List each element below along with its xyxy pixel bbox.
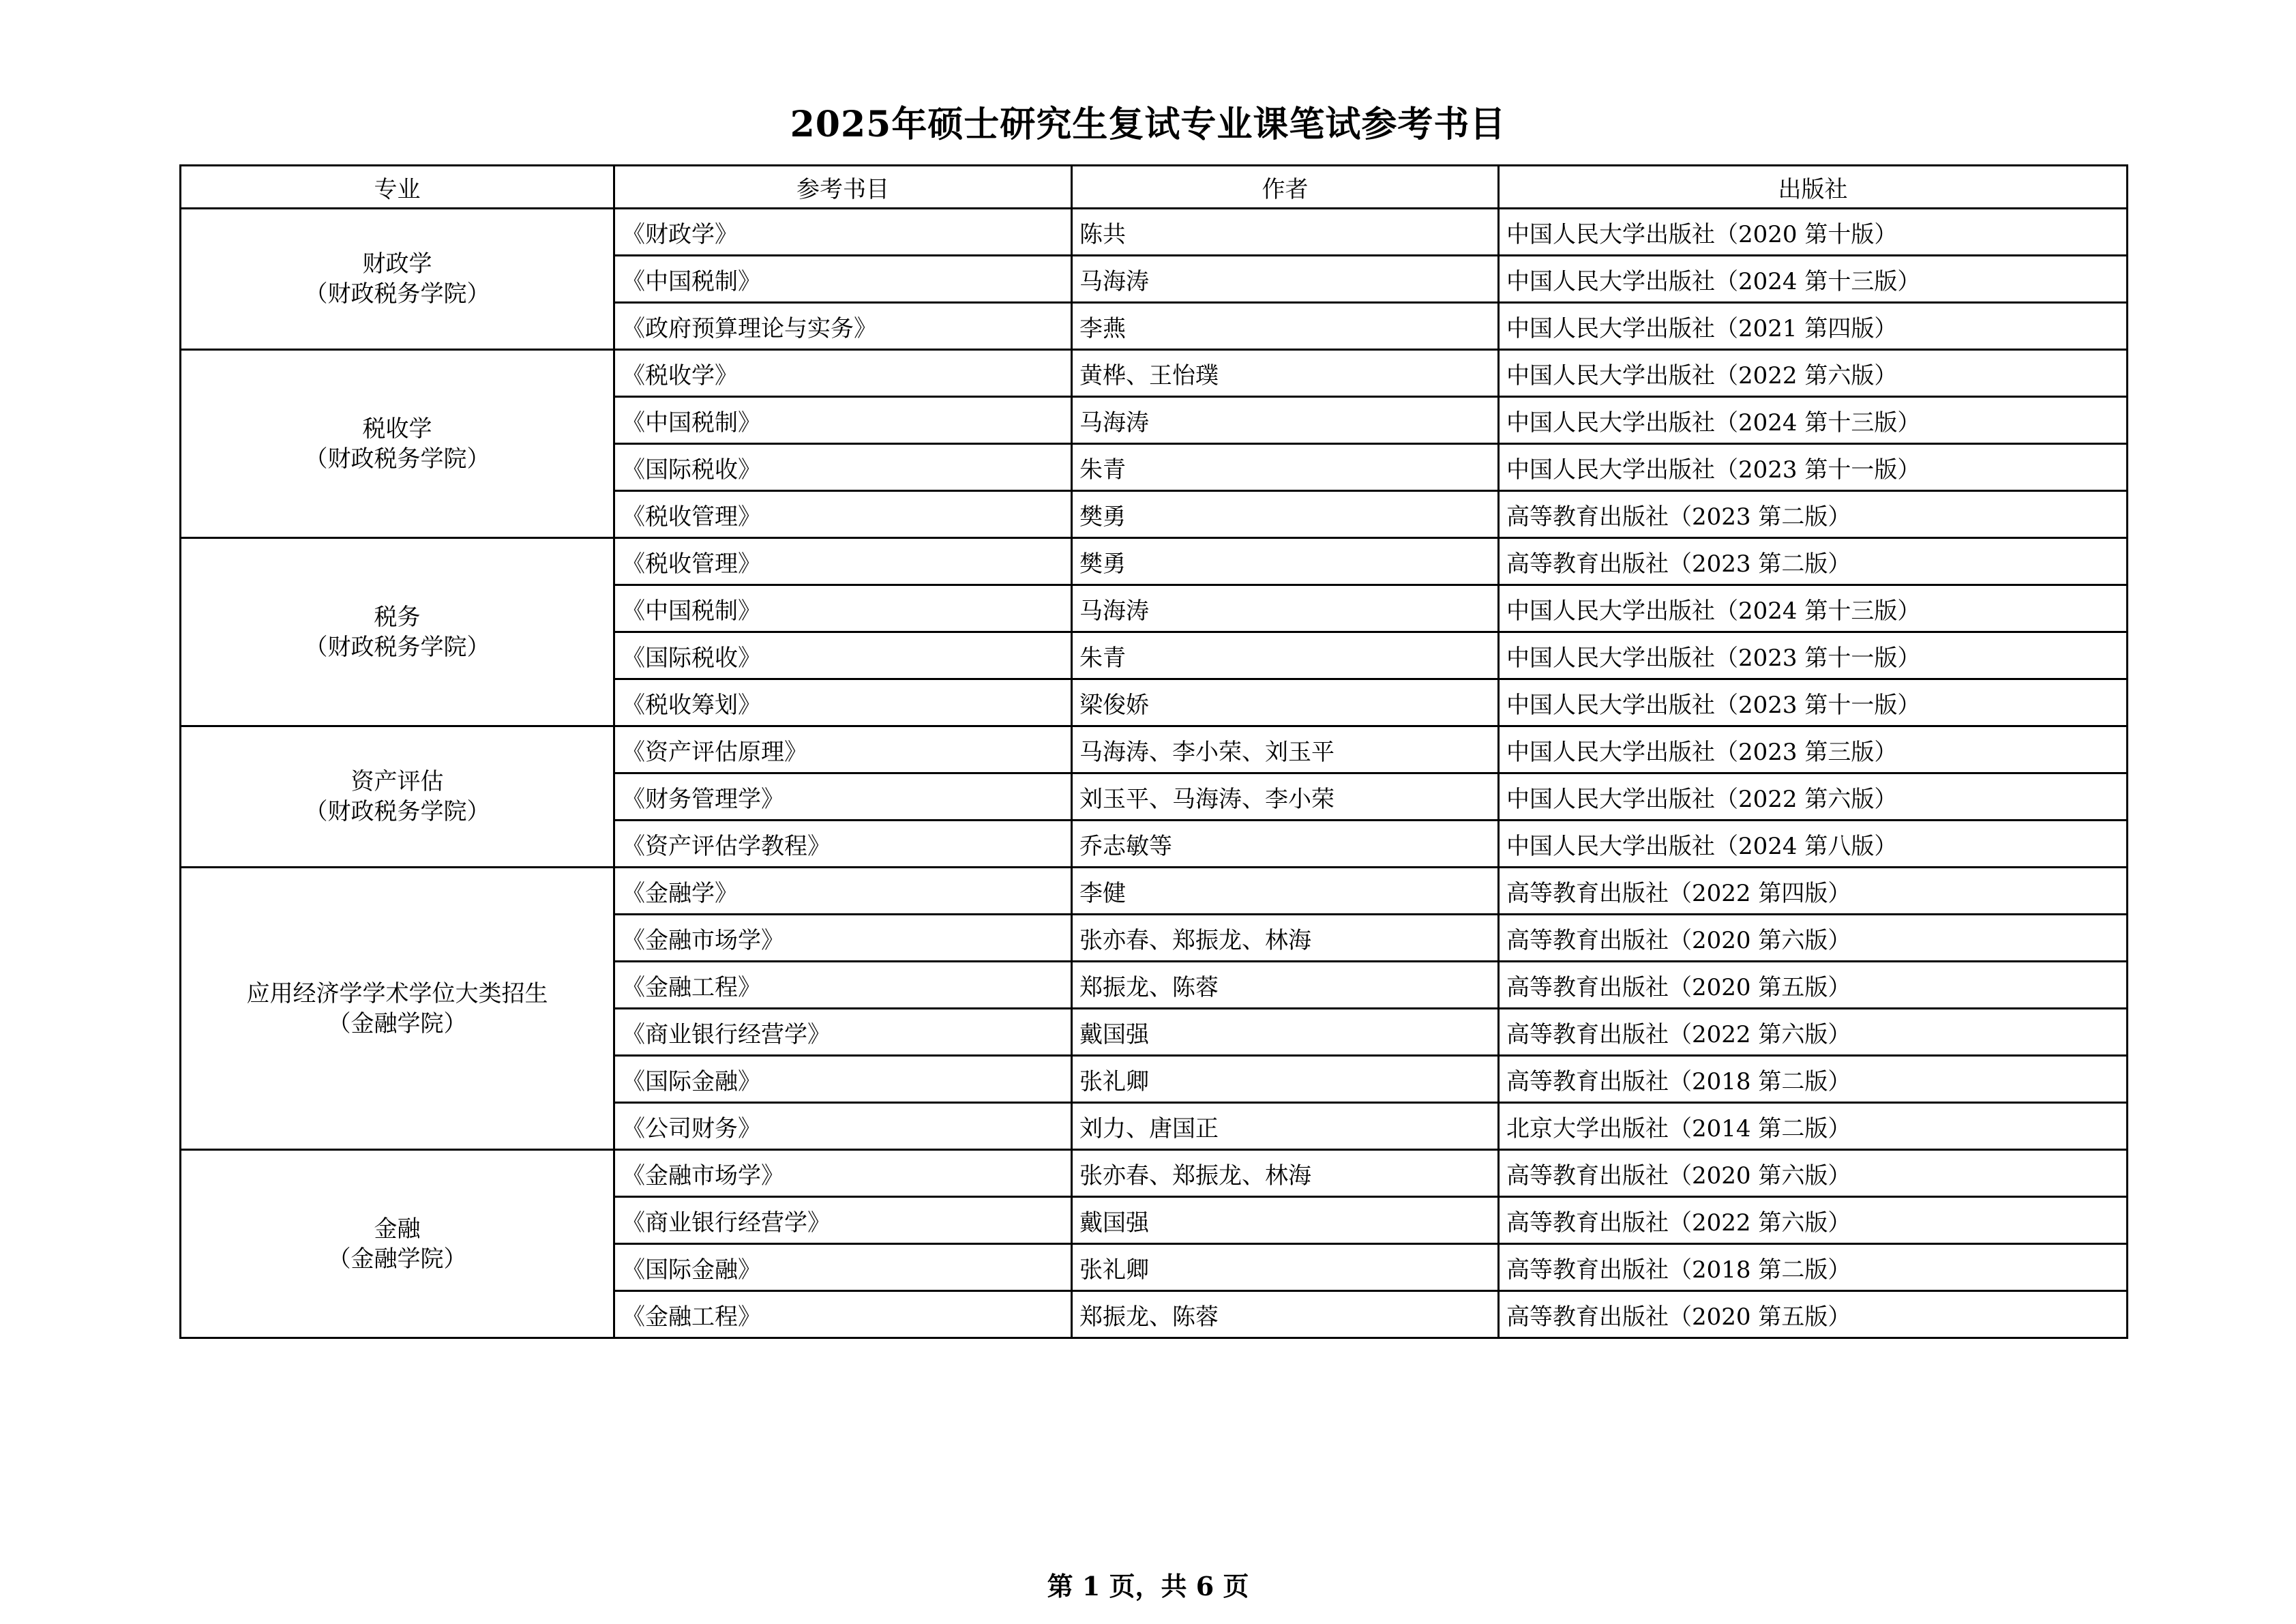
book-title-cell: 《税收筹划》 — [614, 679, 1072, 726]
header-publisher: 出版社 — [1499, 166, 2128, 209]
author-cell: 李燕 — [1072, 303, 1499, 350]
publisher-cell: 中国人民大学出版社（2023 第三版） — [1499, 726, 2128, 773]
author-cell: 马海涛 — [1072, 256, 1499, 303]
author-cell: 乔志敏等 — [1072, 821, 1499, 868]
table-row — [181, 350, 2128, 397]
author-cell: 郑振龙、陈蓉 — [1072, 1291, 1499, 1338]
publisher-cell: 中国人民大学出版社（2023 第十一版） — [1499, 444, 2128, 491]
author-cell: 张亦春、郑振龙、林海 — [1072, 1150, 1499, 1197]
book-title-cell: 《中国税制》 — [614, 585, 1072, 632]
publisher-cell: 中国人民大学出版社（2024 第十三版） — [1499, 256, 2128, 303]
publisher-cell: 中国人民大学出版社（2023 第十一版） — [1499, 679, 2128, 726]
publisher-cell: 高等教育出版社（2023 第二版） — [1499, 491, 2128, 538]
author-cell: 梁俊娇 — [1072, 679, 1499, 726]
publisher-cell: 中国人民大学出版社（2024 第八版） — [1499, 821, 2128, 868]
author-cell: 马海涛 — [1072, 397, 1499, 444]
publisher-cell: 高等教育出版社（2020 第六版） — [1499, 1150, 2128, 1197]
major-department: （金融学院） — [327, 1245, 467, 1273]
major-name: 资产评估 — [351, 768, 444, 795]
author-cell: 张礼卿 — [1072, 1244, 1499, 1291]
book-title-cell: 《国际税收》 — [614, 632, 1072, 679]
author-cell: 马海涛、李小荣、刘玉平 — [1072, 726, 1499, 773]
major-name: 税务 — [374, 603, 421, 631]
publisher-cell: 高等教育出版社（2022 第四版） — [1499, 868, 2128, 915]
table-row — [181, 726, 2128, 773]
major-cell — [181, 868, 614, 1150]
book-title-cell: 《中国税制》 — [614, 256, 1072, 303]
major-department: （财政税务学院） — [304, 633, 490, 661]
book-title-cell: 《国际金融》 — [614, 1056, 1072, 1103]
publisher-cell: 中国人民大学出版社（2024 第十三版） — [1499, 585, 2128, 632]
book-title-cell: 《税收学》 — [614, 350, 1072, 397]
publisher-cell: 中国人民大学出版社（2020 第十版） — [1499, 209, 2128, 256]
publisher-cell: 高等教育出版社（2020 第五版） — [1499, 962, 2128, 1009]
page-title: 2025年硕士研究生复试专业课笔试参考书目 — [790, 104, 1506, 145]
publisher-cell: 北京大学出版社（2014 第二版） — [1499, 1103, 2128, 1150]
table-body — [181, 209, 2128, 1338]
book-title-cell: 《国际金融》 — [614, 1244, 1072, 1291]
book-title-cell: 《商业银行经营学》 — [614, 1009, 1072, 1056]
author-cell: 马海涛 — [1072, 585, 1499, 632]
author-cell: 樊勇 — [1072, 538, 1499, 585]
book-title-cell: 《金融市场学》 — [614, 915, 1072, 962]
major-cell — [181, 726, 614, 868]
major-cell — [181, 1150, 614, 1338]
table-row — [181, 538, 2128, 585]
table-row — [181, 209, 2128, 256]
header-author: 作者 — [1072, 166, 1499, 209]
publisher-cell: 中国人民大学出版社（2024 第十三版） — [1499, 397, 2128, 444]
publisher-cell: 中国人民大学出版社（2023 第十一版） — [1499, 632, 2128, 679]
book-title-cell: 《资产评估学教程》 — [614, 821, 1072, 868]
major-department: （财政税务学院） — [304, 445, 490, 473]
table-row — [181, 1150, 2128, 1197]
publisher-cell: 中国人民大学出版社（2021 第四版） — [1499, 303, 2128, 350]
major-name: 财政学 — [362, 250, 432, 278]
author-cell: 刘玉平、马海涛、李小荣 — [1072, 773, 1499, 821]
book-title-cell: 《金融工程》 — [614, 1291, 1072, 1338]
author-cell: 郑振龙、陈蓉 — [1072, 962, 1499, 1009]
book-title-cell: 《商业银行经营学》 — [614, 1197, 1072, 1244]
publisher-cell: 高等教育出版社（2022 第六版） — [1499, 1197, 2128, 1244]
major-department: （财政税务学院） — [304, 798, 490, 825]
page-footer: 第 1 页，共 6 页 — [1047, 1571, 1249, 1601]
author-cell: 戴国强 — [1072, 1009, 1499, 1056]
author-cell: 陈共 — [1072, 209, 1499, 256]
book-title-cell: 《税收管理》 — [614, 538, 1072, 585]
author-cell: 张礼卿 — [1072, 1056, 1499, 1103]
author-cell: 黄桦、王怡璞 — [1072, 350, 1499, 397]
book-title-cell: 《金融学》 — [614, 868, 1072, 915]
major-cell — [181, 209, 614, 350]
author-cell: 张亦春、郑振龙、林海 — [1072, 915, 1499, 962]
major-cell — [181, 538, 614, 726]
publisher-cell: 高等教育出版社（2020 第六版） — [1499, 915, 2128, 962]
major-name: 金融 — [374, 1215, 421, 1243]
publisher-cell: 高等教育出版社（2022 第六版） — [1499, 1009, 2128, 1056]
table-header-row — [181, 166, 2128, 209]
book-title-cell: 《国际税收》 — [614, 444, 1072, 491]
book-title-cell: 《中国税制》 — [614, 397, 1072, 444]
publisher-cell: 高等教育出版社（2018 第二版） — [1499, 1056, 2128, 1103]
author-cell: 朱青 — [1072, 444, 1499, 491]
major-department: （财政税务学院） — [304, 280, 490, 308]
major-name: 应用经济学学术学位大类招生 — [246, 979, 548, 1007]
publisher-cell: 高等教育出版社（2020 第五版） — [1499, 1291, 2128, 1338]
publisher-cell: 中国人民大学出版社（2022 第六版） — [1499, 350, 2128, 397]
book-title-cell: 《金融市场学》 — [614, 1150, 1072, 1197]
author-cell: 朱青 — [1072, 632, 1499, 679]
book-title-cell: 《财政学》 — [614, 209, 1072, 256]
book-title-cell: 《财务管理学》 — [614, 773, 1072, 821]
major-name: 税收学 — [362, 415, 432, 443]
table-row — [181, 868, 2128, 915]
book-title-cell: 《资产评估原理》 — [614, 726, 1072, 773]
major-cell — [181, 350, 614, 538]
publisher-cell: 中国人民大学出版社（2022 第六版） — [1499, 773, 2128, 821]
author-cell: 李健 — [1072, 868, 1499, 915]
book-title-cell: 《金融工程》 — [614, 962, 1072, 1009]
major-department: （金融学院） — [327, 1009, 467, 1037]
reference-book-table — [179, 164, 2128, 1339]
author-cell: 戴国强 — [1072, 1197, 1499, 1244]
publisher-cell: 高等教育出版社（2023 第二版） — [1499, 538, 2128, 585]
author-cell: 樊勇 — [1072, 491, 1499, 538]
book-title-cell: 《税收管理》 — [614, 491, 1072, 538]
publisher-cell: 高等教育出版社（2018 第二版） — [1499, 1244, 2128, 1291]
book-title-cell: 《政府预算理论与实务》 — [614, 303, 1072, 350]
header-book: 参考书目 — [614, 166, 1072, 209]
book-title-cell: 《公司财务》 — [614, 1103, 1072, 1150]
header-major: 专业 — [181, 166, 614, 209]
author-cell: 刘力、唐国正 — [1072, 1103, 1499, 1150]
